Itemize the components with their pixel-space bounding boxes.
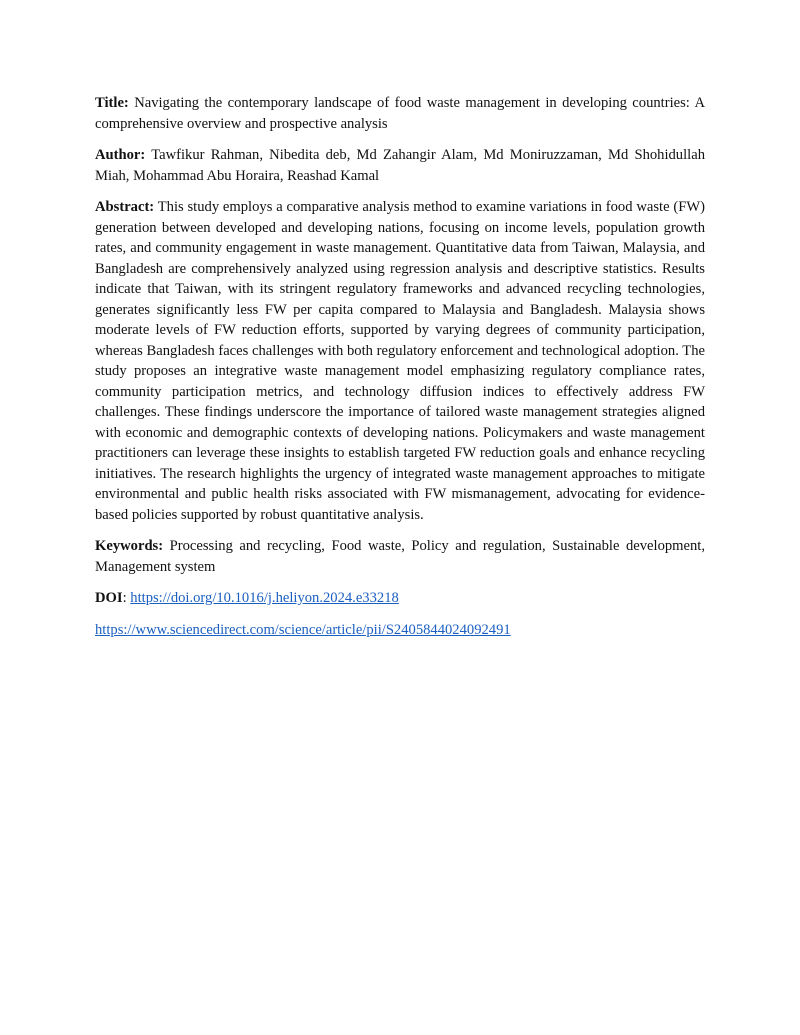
doi-link[interactable]: https://doi.org/10.1016/j.heliyon.2024.e33218 (130, 590, 399, 606)
title-text: Navigating the contemporary landscape of food waste management in developing countries: A comprehensive overview and prospective analysis (95, 95, 705, 132)
keywords-text: Processing and recycling, Food waste, Policy and regulation, Sustainable development, Management system (95, 538, 705, 575)
author-paragraph (95, 145, 705, 186)
author-list: Tawfikur Rahman, Nibedita deb, Md Zahangir Alam, Md Moniruzzaman, Md Shohidullah Miah, Mohammad Abu Horaira, Reashad Kamal (95, 147, 705, 184)
title-paragraph (95, 93, 705, 134)
article-link-line (95, 620, 705, 641)
abstract-paragraph (95, 197, 705, 525)
keywords-paragraph (95, 536, 705, 577)
document-page (95, 93, 705, 651)
doi-line (95, 588, 705, 609)
abstract-text: This study employs a comparative analysis method to examine variations in food waste (FW) generation between developed and developing nations, focusing on income levels, population growth rates, and community engagement in waste management. Quantitative data from Taiwan, Malaysia, and Bangladesh are comprehensively analyzed using regression analysis and descriptive statistics. Results indicate that Taiwan, with its stringent regulatory frameworks and advanced recycling technologies, generates significantly less FW per capita compared to Malaysia and Bangladesh. Malaysia shows moderate levels of FW reduction efforts, supported by varying degrees of community participation, whereas Bangladesh faces challenges with both regulatory enforcement and technological adoption. The study proposes an integrative waste management model emphasizing regulatory compliance rates, community participation metrics, and technology diffusion indices to effectively address FW challenges. These findings underscore the importance of tailored waste management strategies aligned with economic and demographic contexts of developing nations. Policymakers and waste management practitioners can leverage these insights to establish targeted FW reduction goals and enhance recycling initiatives. The research highlights the urgency of integrated waste management approaches to mitigate environmental and public health risks associated with FW mismanagement, advocating for evidence-based policies supported by robust quantitative analysis. (95, 199, 705, 523)
doi-separator: : (122, 590, 127, 606)
doi-label: DOI (95, 590, 123, 606)
keywords-label: Keywords: (95, 538, 164, 554)
author-label: Author: (95, 147, 146, 163)
abstract-label: Abstract: (95, 199, 155, 215)
title-label: Title: (95, 95, 129, 111)
sciencedirect-link[interactable]: https://www.sciencedirect.com/science/article/pii/S2405844024092491 (95, 621, 511, 638)
